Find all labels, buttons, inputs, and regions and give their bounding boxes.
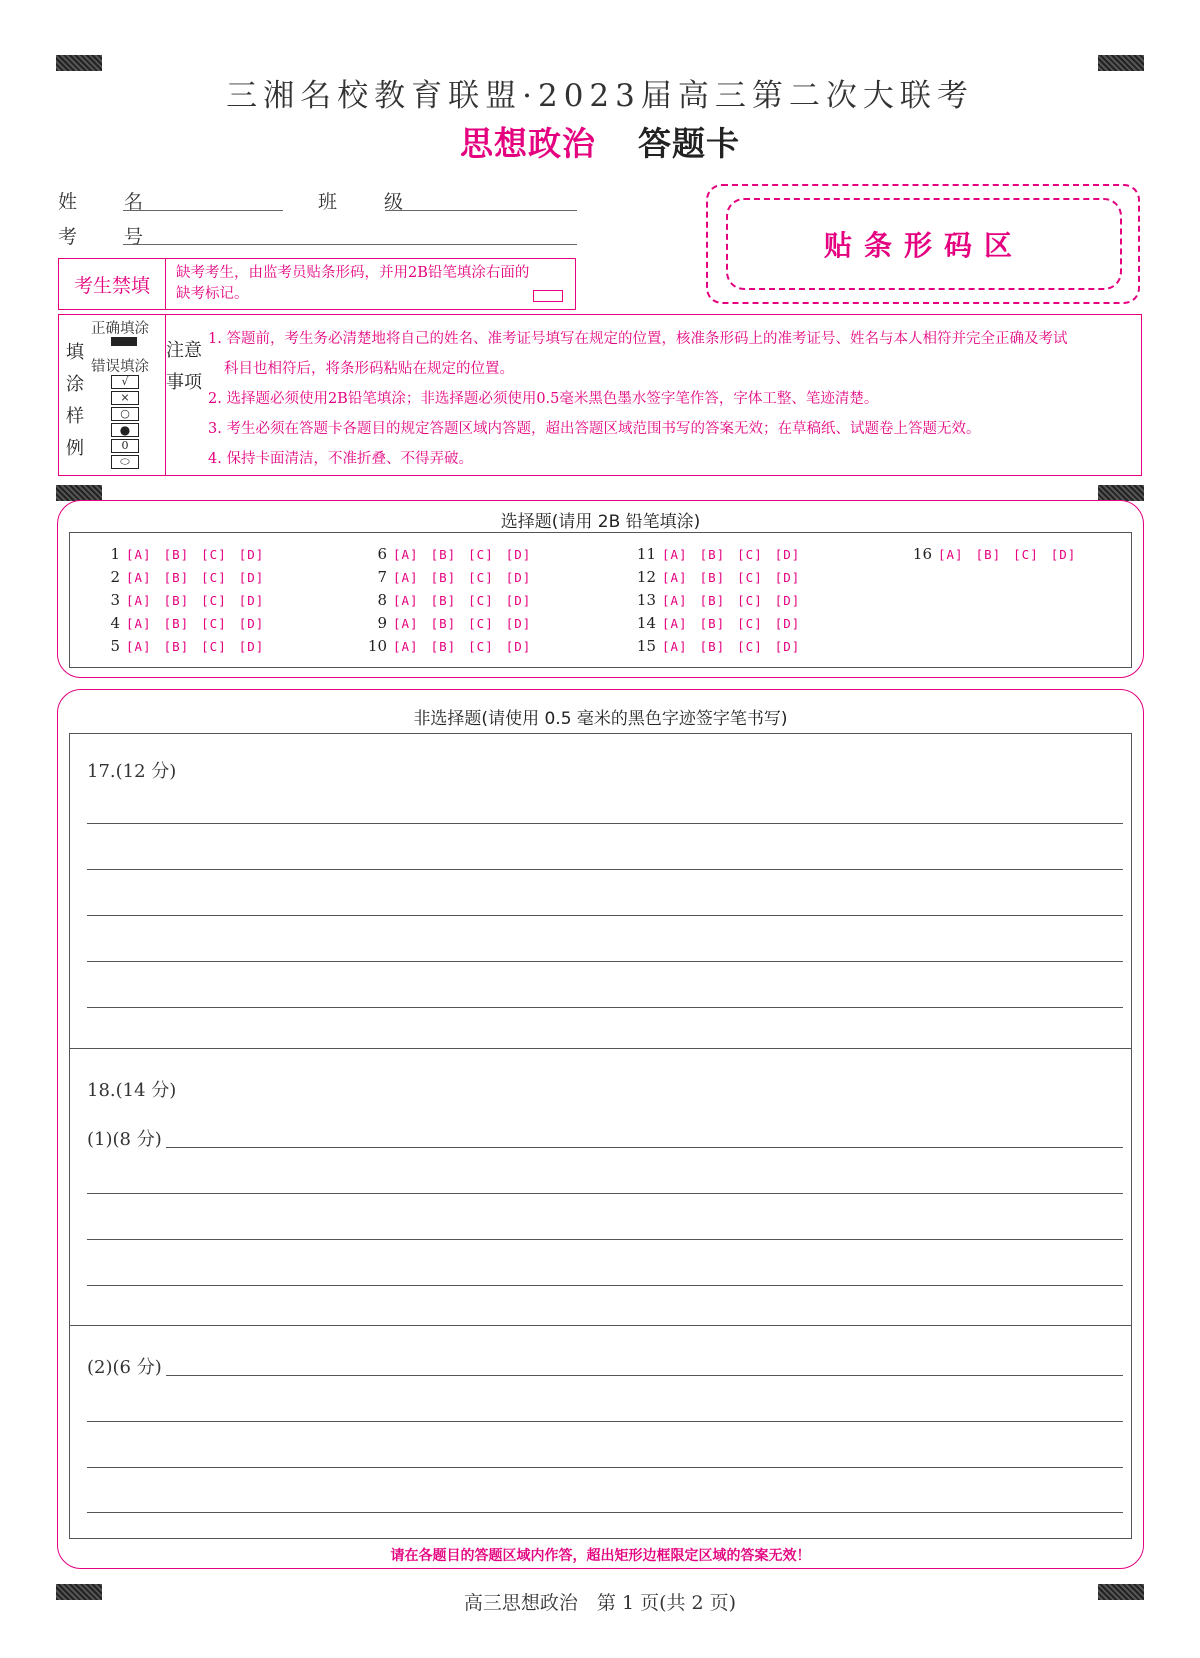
mc-question-row — [906, 545, 1088, 563]
q17-answer-line[interactable] — [87, 869, 1123, 870]
absent-box — [58, 258, 576, 310]
mc-question-number: 10 — [367, 637, 387, 655]
mc-option-bubble[interactable]: [B] — [163, 593, 190, 608]
mc-option-bubble[interactable]: [B] — [430, 593, 457, 608]
mc-question-number: 8 — [377, 591, 387, 609]
mc-option-bubble[interactable]: [C] — [201, 593, 227, 608]
mc-question-row — [361, 568, 543, 586]
page-footer: 高三思想政治 第 1 页(共 2 页) — [463, 1592, 737, 1614]
question-18-2-label: (2)(6 分) — [87, 1353, 166, 1379]
q17-answer-line[interactable] — [87, 961, 1123, 962]
exam-title: 三湘名校教育联盟·2023届高三第二次大联考 — [226, 78, 974, 114]
notice-item-4: 4. 保持卡面清洁，不准折叠、不得弄破。 — [208, 451, 473, 467]
exam-id-label: 考 号 — [58, 226, 158, 248]
mc-option-bubble[interactable]: [D] — [774, 570, 801, 585]
mc-question-number: 15 — [636, 637, 656, 655]
section-divider — [69, 1048, 1132, 1049]
fill-correct-label: 正确填涂 — [91, 321, 149, 337]
mc-option-bubble[interactable]: [A] — [662, 593, 688, 608]
mc-option-bubble[interactable]: [D] — [238, 639, 265, 654]
mc-question-row — [361, 591, 543, 609]
mc-question-row — [94, 614, 276, 632]
mc-option-bubble[interactable]: [A] — [662, 547, 688, 562]
bottom-warning: 请在各题目的答题区域内作答，超出矩形边框限定区域的答案无效！ — [390, 1548, 811, 1564]
mc-question-number: 13 — [636, 591, 656, 609]
q18-1-answer-line[interactable] — [87, 1193, 1123, 1194]
mc-question-row — [94, 591, 276, 609]
mc-option-bubble[interactable]: [C] — [468, 616, 494, 631]
q18-1-answer-line[interactable] — [87, 1239, 1123, 1240]
mc-option-bubble[interactable]: [B] — [163, 616, 190, 631]
mc-option-bubble[interactable]: [C] — [201, 547, 227, 562]
fill-sample — [59, 315, 166, 475]
mc-option-bubble[interactable]: [D] — [774, 616, 801, 631]
mc-question-number: 1 — [110, 545, 120, 563]
q18-1-answer-line[interactable] — [87, 1285, 1123, 1286]
mc-option-bubble[interactable]: [C] — [201, 616, 227, 631]
notice-box — [58, 314, 1142, 476]
mc-question-row — [630, 591, 812, 609]
mc-option-bubble[interactable]: [B] — [699, 547, 726, 562]
fill-wrong-label: 错误填涂 — [91, 359, 149, 375]
mc-option-bubble[interactable]: [D] — [505, 639, 532, 654]
fill-wrong-sample-3: ○ — [111, 407, 139, 421]
fill-wrong-sample-6: ⬭ — [111, 455, 139, 469]
name-label: 姓 名 — [58, 191, 158, 213]
mc-option-bubble[interactable]: [C] — [201, 570, 227, 585]
mc-option-bubble[interactable]: [A] — [393, 593, 419, 608]
mc-option-bubble[interactable]: [D] — [238, 570, 265, 585]
mc-question-row — [630, 568, 812, 586]
subject-title — [0, 118, 1200, 165]
mc-question-number: 7 — [377, 568, 387, 586]
mc-question-row — [630, 637, 812, 655]
absent-text-line1: 缺考考生，由监考员贴条形码，并用2B铅笔填涂右面的 — [176, 265, 530, 281]
mc-option-bubble[interactable]: [C] — [737, 616, 763, 631]
mc-option-bubble[interactable]: [A] — [126, 570, 152, 585]
mc-option-bubble[interactable]: [A] — [393, 547, 419, 562]
class-field[interactable] — [385, 210, 577, 211]
notice-item-1-cont: 科目也相符后，将条形码粘贴在规定的位置。 — [224, 361, 514, 377]
mc-option-bubble[interactable]: [D] — [505, 547, 532, 562]
fill-wrong-sample-2: × — [111, 391, 139, 405]
mc-option-bubble[interactable]: [D] — [1050, 547, 1077, 562]
mc-question-row — [94, 545, 276, 563]
notice-item-1: 1. 答题前，考生务必清楚地将自己的姓名、准考证号填写在规定的位置，核准条形码上的准考证号、姓名与本人相符并完全正确及考试 — [208, 331, 1068, 347]
mc-option-bubble[interactable]: [A] — [126, 616, 152, 631]
mc-option-bubble[interactable]: [D] — [505, 570, 532, 585]
mc-option-bubble[interactable]: [D] — [505, 593, 532, 608]
card-name: 答题卡 — [638, 124, 740, 163]
mc-option-bubble[interactable]: [C] — [468, 639, 494, 654]
mc-option-bubble[interactable]: [A] — [938, 547, 964, 562]
mc-option-bubble[interactable]: [A] — [393, 570, 419, 585]
registration-mark-mid-right — [1098, 485, 1144, 501]
mc-question-number: 5 — [110, 637, 120, 655]
subject-name: 思想政治 — [460, 124, 596, 163]
mc-option-bubble[interactable]: [B] — [163, 639, 190, 654]
mc-option-bubble[interactable]: [D] — [238, 593, 265, 608]
mc-option-bubble[interactable]: [D] — [774, 547, 801, 562]
q18-2-answer-line[interactable] — [87, 1512, 1123, 1513]
mc-option-bubble[interactable]: [D] — [238, 616, 265, 631]
mc-option-bubble[interactable]: [A] — [662, 639, 688, 654]
mc-option-bubble[interactable]: [C] — [468, 547, 494, 562]
registration-mark-top-left — [56, 55, 102, 71]
question-17-label: 17.(12 分) — [87, 757, 180, 783]
fill-sample-title: 填涂样例 — [66, 342, 84, 459]
question-18-label: 18.(14 分) — [87, 1076, 180, 1102]
mc-option-bubble[interactable]: [D] — [774, 639, 801, 654]
mc-question-number: 11 — [636, 545, 656, 563]
question-18-1-label: (1)(8 分) — [87, 1125, 166, 1151]
mc-option-bubble[interactable]: [C] — [201, 639, 227, 654]
mc-option-bubble[interactable]: [C] — [468, 570, 494, 585]
mc-option-bubble[interactable]: [B] — [975, 547, 1002, 562]
mc-option-bubble[interactable]: [D] — [774, 593, 801, 608]
mc-question-row — [630, 614, 812, 632]
fill-wrong-sample-1: √ — [111, 375, 139, 389]
mc-option-bubble[interactable]: [C] — [1013, 547, 1039, 562]
mc-question-row — [630, 545, 812, 563]
q17-answer-line[interactable] — [87, 823, 1123, 824]
q18-2-answer-line[interactable] — [87, 1375, 1123, 1376]
fill-wrong-sample-5: 0 — [111, 439, 139, 453]
mc-option-bubble[interactable]: [C] — [468, 593, 494, 608]
mc-option-bubble[interactable]: [A] — [662, 616, 688, 631]
mc-question-number: 14 — [636, 614, 656, 632]
mc-option-bubble[interactable]: [B] — [163, 570, 190, 585]
name-field[interactable] — [123, 210, 283, 211]
class-label: 班 级 — [318, 191, 418, 213]
mc-option-bubble[interactable]: [B] — [699, 616, 726, 631]
mc-option-bubble[interactable]: [A] — [393, 616, 419, 631]
registration-mark-mid-left — [56, 485, 102, 501]
notice-item-3: 3. 考生必须在答题卡各题目的规定答题区域内答题，超出答题区域范围书写的答案无效；在草稿纸、试题卷上答题无效。 — [208, 421, 981, 437]
section-divider — [69, 1325, 1132, 1326]
notice-title: 注意事项 — [166, 340, 202, 393]
mc-question-row — [94, 637, 276, 655]
multiple-choice-title: 选择题(请用 2B 铅笔填涂) — [500, 512, 701, 532]
mc-question-number: 9 — [377, 614, 387, 632]
mc-option-bubble[interactable]: [B] — [430, 639, 457, 654]
mc-question-number: 2 — [110, 568, 120, 586]
mc-option-bubble[interactable]: [D] — [505, 616, 532, 631]
mc-option-bubble[interactable]: [B] — [699, 570, 726, 585]
q17-answer-line[interactable] — [87, 915, 1123, 916]
mc-option-bubble[interactable]: [B] — [699, 639, 726, 654]
absent-label: 考生禁填 — [59, 259, 166, 309]
mc-option-bubble[interactable]: [A] — [393, 639, 419, 654]
mc-option-bubble[interactable]: [B] — [163, 547, 190, 562]
mc-question-row — [361, 637, 543, 655]
absent-text — [166, 259, 575, 309]
registration-mark-top-right — [1098, 55, 1144, 71]
q17-answer-line[interactable] — [87, 1007, 1123, 1008]
mc-option-bubble[interactable]: [A] — [126, 547, 152, 562]
absent-mark-box[interactable] — [533, 290, 563, 302]
mc-option-bubble[interactable]: [A] — [662, 570, 688, 585]
barcode-area[interactable]: 贴条形码区 — [726, 198, 1122, 290]
mc-option-bubble[interactable]: [B] — [430, 570, 457, 585]
fill-correct-sample — [111, 337, 137, 346]
absent-text-line2: 缺考标记。 — [176, 286, 249, 302]
q18-1-answer-line[interactable] — [87, 1147, 1123, 1148]
mc-question-number: 3 — [110, 591, 120, 609]
mc-option-bubble[interactable]: [C] — [737, 593, 763, 608]
q18-2-answer-line[interactable] — [87, 1467, 1123, 1468]
mc-option-bubble[interactable]: [A] — [126, 593, 152, 608]
fill-wrong-sample-4: ● — [111, 423, 139, 437]
mc-question-row — [361, 614, 543, 632]
mc-option-bubble[interactable]: [C] — [737, 547, 763, 562]
mc-option-bubble[interactable]: [B] — [430, 616, 457, 631]
mc-option-bubble[interactable]: [C] — [737, 639, 763, 654]
mc-question-number: 6 — [377, 545, 387, 563]
notice-item-2: 2. 选择题必须使用2B铅笔填涂；非选择题必须使用0.5毫米黑色墨水签字笔作答，字体工整、笔迹清楚。 — [208, 391, 879, 407]
exam-id-field[interactable] — [123, 244, 577, 245]
mc-question-number: 16 — [912, 545, 932, 563]
written-title: 非选择题(请使用 0.5 毫米的黑色字迹签字笔书写) — [413, 709, 788, 729]
written-answer-box — [69, 733, 1132, 1539]
mc-option-bubble[interactable]: [B] — [699, 593, 726, 608]
mc-question-number: 4 — [110, 614, 120, 632]
mc-question-row — [361, 545, 543, 563]
notice-list — [202, 315, 1141, 475]
mc-option-bubble[interactable]: [C] — [737, 570, 763, 585]
q18-2-answer-line[interactable] — [87, 1421, 1123, 1422]
mc-option-bubble[interactable]: [D] — [238, 547, 265, 562]
mc-option-bubble[interactable]: [B] — [430, 547, 457, 562]
mc-question-number: 12 — [636, 568, 656, 586]
mc-option-bubble[interactable]: [A] — [126, 639, 152, 654]
mc-question-row — [94, 568, 276, 586]
